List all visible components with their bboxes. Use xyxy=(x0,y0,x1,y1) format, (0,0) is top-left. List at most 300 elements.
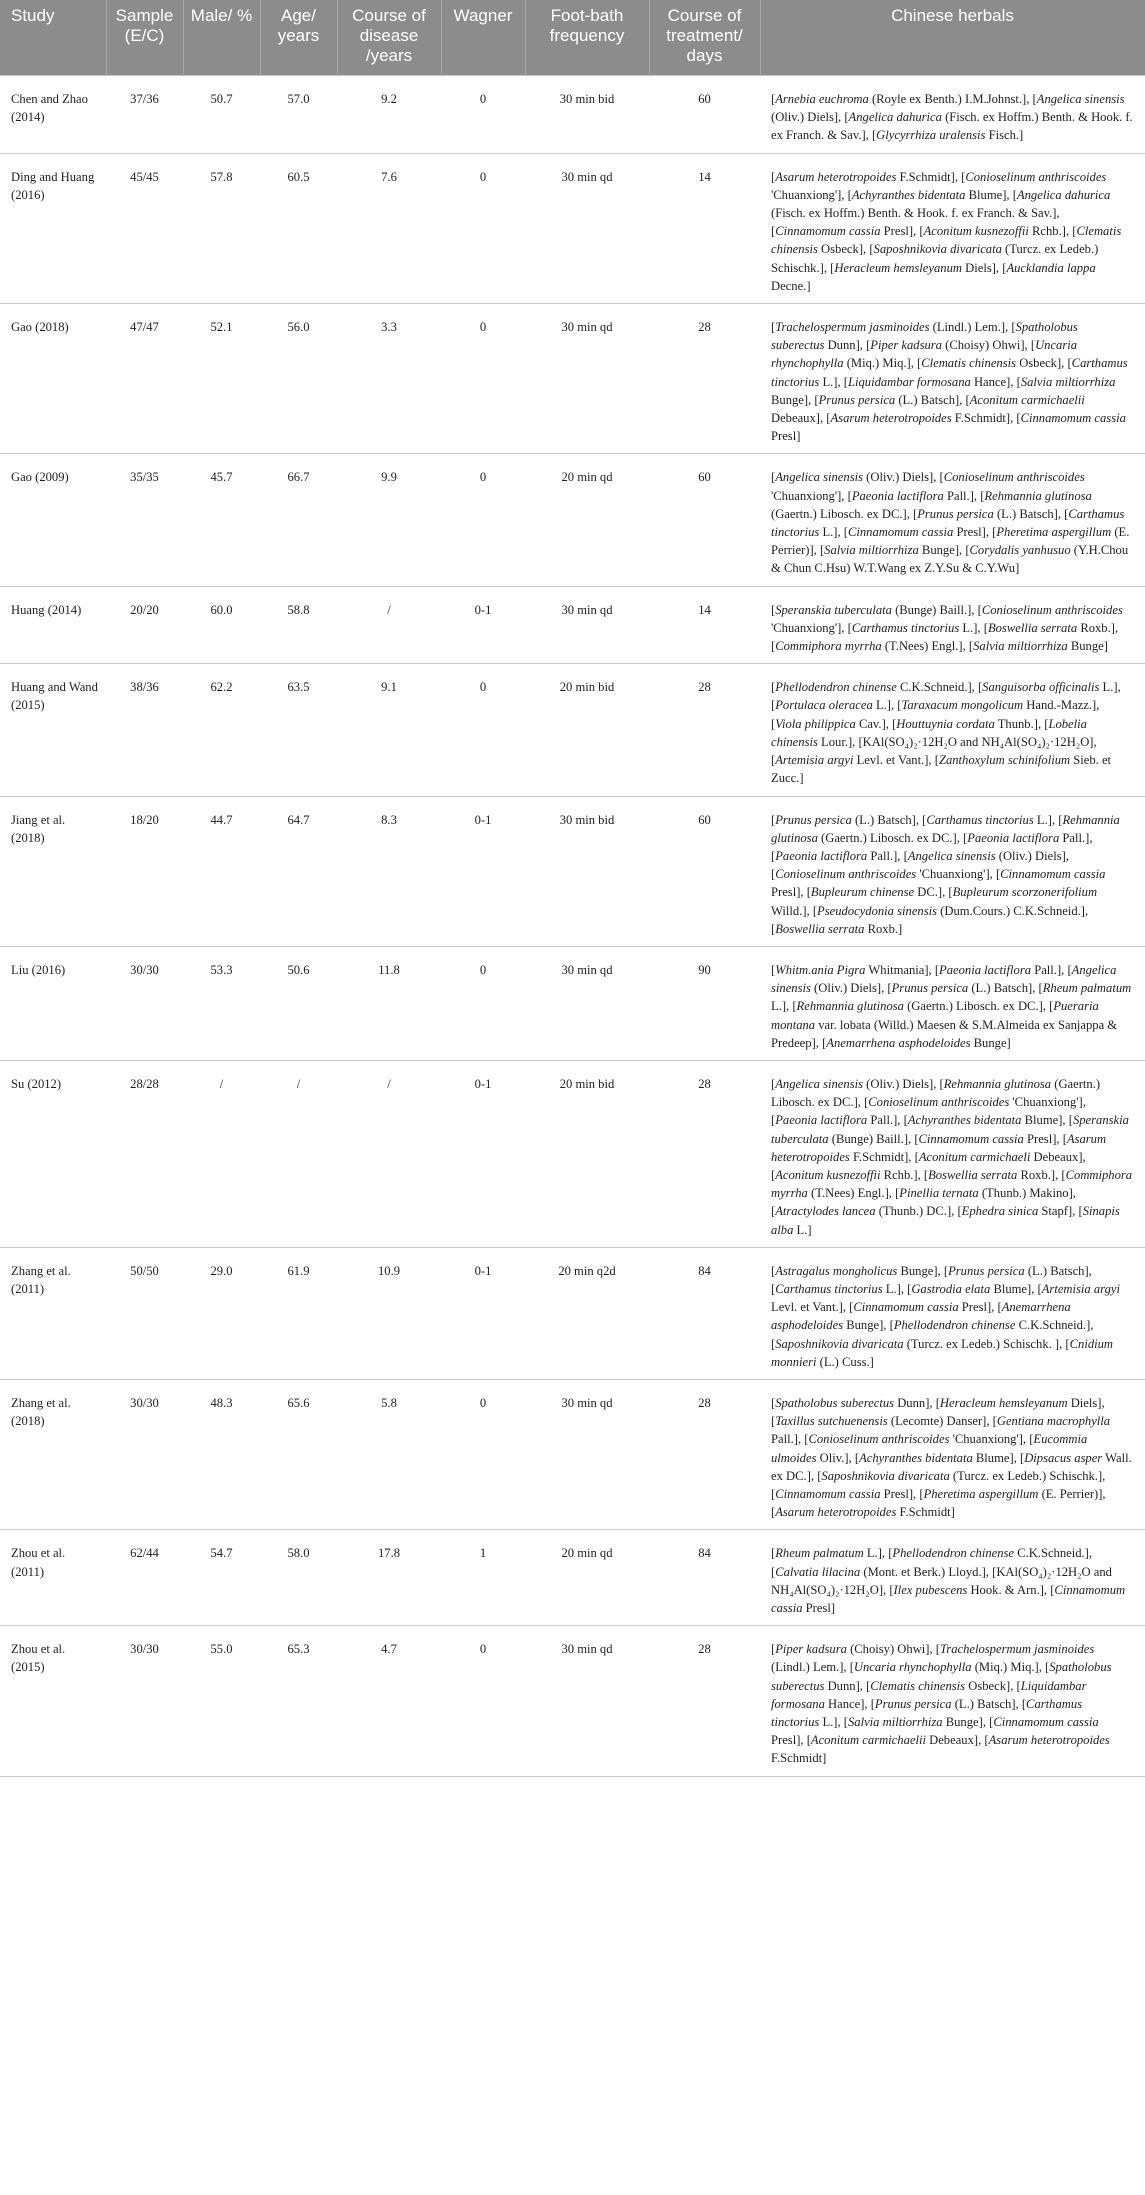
header-sample: Sample (E/C) xyxy=(106,0,183,76)
herb-item: [Aconitum carmichaelii Debeaux], xyxy=(806,1733,985,1748)
herb-scientific-name: Aucklandia lappa xyxy=(1006,260,1096,275)
herb-item: [Achyranthes bidentata Blume], xyxy=(903,1113,1069,1128)
herb-authority: 'Chuanxiong' xyxy=(771,488,838,503)
herb-item: [Uncaria rhynchophylla (Miq.) Miq.], xyxy=(771,338,1078,371)
herb-item: [Anemarrhena asphodeloides Bunge] xyxy=(822,1035,1011,1050)
herb-item: [Rheum palmatum L.], xyxy=(771,1546,889,1561)
cell-age: 57.0 xyxy=(260,76,337,154)
herb-item: [Cinnamomum cassia Presl], xyxy=(849,1300,998,1315)
herb-item: [Pseudocydonia sinensis (Dum.Cours.) C.K.Schneid.], xyxy=(812,903,1089,918)
herb-authority: Fisch. xyxy=(988,128,1020,143)
herb-item: [Aconitum carmichaelii Debeaux], xyxy=(771,392,1085,426)
herb-item: [Angelica sinensis (Oliv.) Diels], xyxy=(903,848,1069,863)
cell-course-of-treatment: 60 xyxy=(649,796,760,946)
cell-sample: 38/36 xyxy=(106,664,183,796)
herb-authority: (E. Perrier) xyxy=(1041,1487,1099,1501)
herb-item: [Carthamus tinctorius L.], xyxy=(847,620,984,635)
herb-item: [Conioselinum anthriscoides 'Chuanxiong'], xyxy=(771,169,1107,202)
herb-authority: L. xyxy=(796,1222,808,1237)
cell-course-of-disease: 9.1 xyxy=(337,664,441,796)
cell-course-of-disease: 17.8 xyxy=(337,1530,441,1626)
header-chinese-herbals: Chinese herbals xyxy=(760,0,1145,76)
herb-scientific-name: Clematis chinensis xyxy=(870,1678,966,1693)
herb-authority: (Y.H.Chou & Chun C.Hsu) W.T.Wang ex Z.Y.Su & C.Y.Wu xyxy=(771,543,1129,576)
herb-scientific-name: Paeonia lactiflora xyxy=(851,488,944,503)
herb-scientific-name: Boswellia serrata xyxy=(987,620,1078,635)
cell-course-of-disease: 5.8 xyxy=(337,1379,441,1529)
cell-foot-bath-frequency: 30 min qd xyxy=(525,153,649,303)
cell-male: 44.7 xyxy=(183,796,260,946)
herb-item: [Conioselinum anthriscoides 'Chuanxiong'], xyxy=(771,602,1123,635)
cell-foot-bath-frequency: 30 min qd xyxy=(525,1379,649,1529)
herb-scientific-name: Trachelospermum jasminoides xyxy=(775,320,930,335)
herb-item: [Saposhnikovia divaricata (Turcz. ex Ledeb.) Schischk. ], xyxy=(771,1336,1066,1351)
herb-authority: (Turcz. ex Ledeb.) Schischk. xyxy=(906,1336,1055,1351)
herb-scientific-name: Aconitum carmichaeli xyxy=(918,1149,1031,1164)
cell-chinese-herbals xyxy=(760,1247,1145,1379)
herb-item: [Phellodendron chinense C.K.Schneid.], xyxy=(771,680,978,695)
herb-item: [Angelica sinensis (Oliv.) Diels], xyxy=(771,1076,940,1091)
herb-authority: Bunge xyxy=(1070,639,1104,654)
herb-item: [Houttuynia cordata Thunb.], xyxy=(892,716,1045,731)
cell-male: 45.7 xyxy=(183,454,260,586)
herb-item: [Pinellia ternata (Thunb.) Makino], xyxy=(895,1186,1076,1201)
herb-scientific-name: Taraxacum mongolicum xyxy=(901,698,1024,713)
herb-item: [Angelica dahurica (Fisch. ex Hoffm.) Benth. & Hook. f. ex Franch. & Sav.], xyxy=(771,187,1111,221)
herb-authority: Blume xyxy=(968,187,1003,202)
cell-foot-bath-frequency: 20 min qd xyxy=(525,1530,649,1626)
cell-course-of-disease: 9.2 xyxy=(337,76,441,154)
herb-scientific-name: Gastrodia elata xyxy=(911,1281,991,1296)
herb-scientific-name: Pinellia ternata xyxy=(899,1186,979,1201)
cell-study: Gao (2009) xyxy=(0,454,106,586)
herb-authority: (Oliv.) Diels xyxy=(866,470,929,485)
cell-foot-bath-frequency: 30 min bid xyxy=(525,76,649,154)
herb-scientific-name: Rheum palmatum xyxy=(1042,981,1132,996)
herb-authority: Osbeck xyxy=(968,1678,1007,1693)
herb-authority: Presl xyxy=(771,429,797,444)
herb-authority: Hance xyxy=(973,374,1007,389)
herb-scientific-name: Phellodendron chinense xyxy=(892,1546,1014,1561)
herb-scientific-name: Angelica sinensis xyxy=(1036,92,1125,106)
cell-wagner: 0-1 xyxy=(441,796,525,946)
herb-item: [Aconitum kusnezoffii Rchb.], xyxy=(919,224,1073,239)
herb-scientific-name: Prunus persica xyxy=(917,506,994,521)
herb-scientific-name: Arnebia euchroma xyxy=(775,92,869,106)
herb-scientific-name: Spatholobus suberectus xyxy=(775,1395,895,1410)
herb-item: [Pheretima aspergillum (E. Perrier)], xyxy=(919,1487,1106,1501)
herb-scientific-name: Piper kadsura xyxy=(870,338,942,353)
herb-item: [Asarum heterotropoides F.Schmidt], xyxy=(826,411,1017,426)
herb-scientific-name: Aconitum carmichaelii xyxy=(969,392,1085,407)
cell-age: 56.0 xyxy=(260,304,337,454)
herb-authority: (Bunge) Baill. xyxy=(831,1131,904,1146)
cell-chinese-herbals xyxy=(760,1530,1145,1626)
herb-item: [Salvia miltiorrhiza Bunge], xyxy=(771,374,1116,407)
cell-chinese-herbals xyxy=(760,946,1145,1060)
cell-chinese-herbals xyxy=(760,796,1145,946)
herb-item: [Phellodendron chinense C.K.Schneid.], xyxy=(888,1546,1093,1561)
herb-item: [Clematis chinensis Osbeck], xyxy=(917,356,1068,371)
herb-scientific-name: Aconitum carmichaelii xyxy=(810,1733,926,1748)
herb-authority: (Turcz. ex Ledeb.) Schischk. xyxy=(952,1468,1098,1483)
herb-item: [Speranskia tuberculata (Bunge) Baill.], xyxy=(771,1113,1129,1146)
table-row xyxy=(0,796,1145,946)
herb-scientific-name: Rehmannia glutinosa xyxy=(943,1076,1052,1091)
cell-wagner: 0 xyxy=(441,1379,525,1529)
herb-item: [Trachelospermum jasminoides (Lindl.) Lem.], xyxy=(771,1642,1095,1675)
header-wagner: Wagner xyxy=(441,0,525,76)
herb-authority: Presl xyxy=(883,224,909,239)
herb-scientific-name: Carthamus tinctorius xyxy=(926,812,1034,827)
herb-scientific-name: Cnidium monnieri xyxy=(771,1336,1114,1369)
herb-authority: (Thunb.) Makino xyxy=(981,1186,1069,1201)
herb-item: [Angelica sinensis (Oliv.) Diels], xyxy=(771,470,940,485)
cell-male: / xyxy=(183,1060,260,1247)
herb-authority: Hance xyxy=(828,1696,861,1711)
cell-course-of-treatment: 60 xyxy=(649,76,760,154)
herb-item: [Prunus persica (L.) Batsch], xyxy=(771,812,923,827)
herb-item: [Clematis chinensis Osbeck], xyxy=(866,1678,1017,1693)
header-row xyxy=(0,0,1145,76)
herb-scientific-name: Pheretima aspergillum xyxy=(923,1487,1039,1501)
herb-authority: (Lindl.) Lem. xyxy=(932,320,1001,335)
herb-scientific-name: Paeonia lactiflora xyxy=(939,962,1032,977)
table-row xyxy=(0,586,1145,664)
herb-item: [Prunus persica (L.) Batsch], xyxy=(913,506,1065,521)
cell-sample: 30/30 xyxy=(106,946,183,1060)
herb-scientific-name: Asarum heterotropoides xyxy=(771,1131,1107,1164)
herb-authority: L. xyxy=(1102,680,1114,695)
herb-scientific-name: Clematis chinensis xyxy=(771,224,1122,257)
cell-course-of-treatment: 28 xyxy=(649,304,760,454)
herb-scientific-name: Gentiana macrophylla xyxy=(996,1414,1111,1429)
herb-item: [Carthamus tinctorius L.], xyxy=(922,812,1059,827)
herb-item: [Commiphora myrrha (T.Nees) Engl.], xyxy=(771,639,969,654)
herb-scientific-name: Cinnamomum cassia xyxy=(918,1131,1024,1146)
herb-authority: (L.) Batsch xyxy=(996,506,1054,521)
herb-item: [Paeonia lactiflora Pall.], xyxy=(847,488,981,503)
herb-scientific-name: Paeonia lactiflora xyxy=(967,830,1060,845)
herb-item: [Cinnamomum cassia Presl], xyxy=(771,1487,920,1501)
herb-authority: Diels xyxy=(1070,1395,1098,1410)
herb-authority: C.K.Schneid. xyxy=(1017,1546,1085,1561)
herb-authority: L. xyxy=(822,525,834,540)
herb-item: [Lobelia chinensis Lour.], xyxy=(771,716,1087,749)
herb-item: [Sinapis alba L.] xyxy=(771,1204,1120,1237)
herb-authority: Levl. et Vant. xyxy=(771,1300,839,1315)
herb-authority: Pall. xyxy=(870,848,894,863)
cell-male: 29.0 xyxy=(183,1247,260,1379)
cell-sample: 37/36 xyxy=(106,76,183,154)
herb-item: [Prunus persica (L.) Batsch], xyxy=(943,1263,1092,1278)
herb-item: [Gentiana macrophylla Pall.], xyxy=(771,1414,1111,1447)
herb-authority: 'Chuanxiong' xyxy=(919,867,986,882)
cell-wagner: 0 xyxy=(441,664,525,796)
herb-item: [Viola philippica Cav.], xyxy=(771,716,893,731)
herb-authority: Pall. xyxy=(946,488,970,503)
herb-authority: Dunn xyxy=(897,1395,926,1410)
herb-scientific-name: Carthamus tinctorius xyxy=(771,1696,1083,1730)
herb-scientific-name: Rehmannia glutinosa xyxy=(984,488,1092,503)
herb-item: [Trachelospermum jasminoides (Lindl.) Lem.], xyxy=(771,320,1012,335)
table-row xyxy=(0,1530,1145,1626)
herb-scientific-name: Salvia miltiorrhiza xyxy=(1020,374,1116,389)
herb-authority: Debeaux xyxy=(771,411,816,426)
herb-item: [Glycyrrhiza uralensis Fisch.] xyxy=(871,128,1024,143)
herb-authority: Osbeck xyxy=(1019,356,1057,371)
herb-item: [KAl(SO₄)₂·12H₂O and NH₄Al(SO₄)₂·12H₂O], xyxy=(858,734,1097,749)
herb-authority: L. xyxy=(866,1546,878,1561)
cell-male: 60.0 xyxy=(183,586,260,664)
herb-item: [Salvia miltiorrhiza Bunge] xyxy=(968,639,1108,654)
herb-item: [Asarum heterotropoides F.Schmidt], xyxy=(771,1131,1107,1164)
herb-authority: Pall. xyxy=(870,1113,894,1128)
herb-item: [Conioselinum anthriscoides 'Chuanxiong'], xyxy=(771,867,996,882)
herb-item: [Rehmannia glutinosa (Gaertn.) Libosch. ex DC.], xyxy=(771,812,1120,845)
herb-item: [Atractylodes lancea (Thunb.) DC.], xyxy=(771,1204,958,1219)
herb-authority: Presl xyxy=(883,1487,909,1501)
cell-chinese-herbals xyxy=(760,76,1145,154)
herb-scientific-name: Pheretima aspergillum xyxy=(996,525,1112,540)
herb-scientific-name: Commiphora myrrha xyxy=(775,639,882,654)
herb-scientific-name: Angelica dahurica xyxy=(848,110,942,125)
herb-item: [Astragalus mongholicus Bunge], xyxy=(771,1263,944,1278)
herb-authority: L. xyxy=(875,698,887,713)
table-row xyxy=(0,76,1145,154)
herb-scientific-name: Phellodendron chinense xyxy=(893,1318,1016,1333)
table-row xyxy=(0,153,1145,303)
herb-item: [Clematis chinensis Osbeck], xyxy=(771,224,1122,257)
herb-authority: Pall. xyxy=(1034,962,1057,977)
herb-item: [Rehmannia glutinosa (Gaertn.) Libosch. ex DC.], xyxy=(771,1076,1101,1110)
herb-authority: (Dum.Cours.) C.K.Schneid. xyxy=(940,903,1081,918)
herb-scientific-name: Cinnamomum cassia xyxy=(993,1715,1099,1730)
herb-authority: (L.) Cuss. xyxy=(819,1354,870,1369)
herb-scientific-name: Anemarrhena asphodeloides xyxy=(826,1035,971,1050)
herb-authority: (L.) Batsch xyxy=(954,1696,1012,1711)
herb-authority: (Gaertn.) Libosch. ex DC. xyxy=(821,830,953,845)
herb-scientific-name: Angelica sinensis xyxy=(771,962,1117,996)
herb-item: [Angelica dahurica (Fisch. ex Hoffm.) Benth. & Hook. f. ex Franch. & Sav.], xyxy=(771,110,1133,143)
herb-authority: Bunge xyxy=(771,392,804,407)
cell-study: Ding and Huang (2016) xyxy=(0,153,106,303)
herb-scientific-name: Taxillus sutchuenensis xyxy=(775,1414,888,1429)
herb-authority: (T.Nees) Engl. xyxy=(884,639,959,654)
herb-authority: (Fisch. ex Hoffm.) Benth. & Hook. f. ex Franch. & Sav. xyxy=(771,206,1053,221)
herb-authority: Pall. xyxy=(771,1432,794,1447)
herb-authority: Thunb. xyxy=(997,716,1034,731)
herb-scientific-name: Asarum heterotropoides xyxy=(988,1733,1110,1748)
cell-foot-bath-frequency: 30 min qd xyxy=(525,1626,649,1776)
herb-item: [Angelica sinensis (Oliv.) Diels], xyxy=(771,92,1125,125)
herb-item: [Prunus persica (L.) Batsch], xyxy=(870,1696,1022,1711)
herb-scientific-name: Achyranthes bidentata xyxy=(907,1113,1022,1128)
herb-authority: (Miq.) Miq. xyxy=(846,356,907,371)
cell-sample: 50/50 xyxy=(106,1247,183,1379)
cell-chinese-herbals xyxy=(760,664,1145,796)
herb-scientific-name: Conioselinum anthriscoides xyxy=(943,470,1085,485)
herb-item: [Cnidium monnieri (L.) Cuss.] xyxy=(771,1336,1114,1369)
cell-study: Jiang et al. (2018) xyxy=(0,796,106,946)
herb-scientific-name: Pueraria montana xyxy=(771,999,1099,1032)
herb-scientific-name: Asarum heterotropoides xyxy=(775,1505,897,1520)
cell-sample: 35/35 xyxy=(106,454,183,586)
herb-authority: Wall. ex DC. xyxy=(771,1450,1132,1483)
cell-male: 55.0 xyxy=(183,1626,260,1776)
cell-wagner: 0-1 xyxy=(441,586,525,664)
herb-item: [Cinnamomum cassia Presl], xyxy=(771,1715,1099,1748)
herb-authority: Cav. xyxy=(858,716,882,731)
herb-scientific-name: Zanthoxylum schinifolium xyxy=(938,753,1071,768)
herb-authority: F.Schmidt xyxy=(899,1505,951,1520)
herb-item: [Taraxacum mongolicum Hand.-Mazz.], xyxy=(897,698,1100,713)
herb-item: [Aconitum kusnezoffii Rchb.], xyxy=(771,1167,924,1182)
cell-course-of-treatment: 28 xyxy=(649,1060,760,1247)
cell-age: 66.7 xyxy=(260,454,337,586)
herb-authority: L. xyxy=(771,999,782,1014)
cell-course-of-disease: / xyxy=(337,586,441,664)
herb-authority: Whitmania xyxy=(868,962,925,977)
herb-item: [Angelica sinensis (Oliv.) Diels], xyxy=(771,962,1117,996)
herb-authority: F.Schmidt xyxy=(771,1751,823,1766)
herb-authority: Roxb. xyxy=(1080,620,1111,635)
herb-item: [Asarum heterotropoides F.Schmidt], xyxy=(771,169,962,184)
cell-age: / xyxy=(260,1060,337,1247)
herb-scientific-name: Ephedra sinica xyxy=(961,1204,1039,1219)
herb-scientific-name: Spatholobus suberectus xyxy=(771,320,1078,353)
herb-item: [Dipsacus asper Wall. ex DC.], xyxy=(771,1450,1132,1483)
herb-item: [KAl(SO₄)₂·12H₂O and NH₄Al(SO₄)₂·12H₂O], xyxy=(771,1564,1112,1597)
cell-sample: 30/30 xyxy=(106,1379,183,1529)
herb-scientific-name: Glycyrrhiza uralensis xyxy=(876,128,986,143)
herb-scientific-name: Dipsacus asper xyxy=(1024,1450,1103,1465)
herb-item: [Heracleum hemsleyanum Diels], xyxy=(830,260,1003,275)
herb-scientific-name: Cinnamomum cassia xyxy=(847,525,954,540)
cell-course-of-treatment: 14 xyxy=(649,586,760,664)
herb-scientific-name: Conioselinum anthriscoides xyxy=(981,602,1123,617)
herb-scientific-name: Liquidambar formosana xyxy=(771,1678,1087,1711)
header-course-of-disease: Course of disease /years xyxy=(337,0,441,76)
herb-scientific-name: Whitm.ania Pigra xyxy=(775,962,866,977)
cell-wagner: 0-1 xyxy=(441,1060,525,1247)
herb-item: [Speranskia tuberculata (Bunge) Baill.], xyxy=(771,602,978,617)
herb-item: [Saposhnikovia divaricata (Turcz. ex Ledeb.) Schischk.], xyxy=(817,1468,1106,1483)
cell-foot-bath-frequency: 20 min bid xyxy=(525,664,649,796)
herb-item: [Corydalis yanhusuo (Y.H.Chou & Chun C.Hsu) W.T.Wang ex Z.Y.Su & C.Y.Wu] xyxy=(771,543,1129,576)
herb-authority: Presl xyxy=(805,1601,831,1616)
table-row xyxy=(0,1060,1145,1247)
herb-scientific-name: Houttuynia cordata xyxy=(896,716,995,731)
herb-authority: L. xyxy=(822,374,834,389)
cell-foot-bath-frequency: 30 min qd xyxy=(525,304,649,454)
cell-foot-bath-frequency: 30 min qd xyxy=(525,946,649,1060)
herb-item: [Bupleurum scorzonerifolium Willd.], xyxy=(771,885,1098,918)
herb-authority: Blume xyxy=(1024,1113,1059,1128)
herb-scientific-name: Saposhnikovia divaricata xyxy=(775,1336,904,1351)
cell-age: 63.5 xyxy=(260,664,337,796)
herb-item: [Commiphora myrrha (T.Nees) Engl.], xyxy=(771,1167,1133,1201)
herb-authority: L. xyxy=(822,1715,834,1730)
herb-authority: (Mont. et Berk.) Lloyd. xyxy=(863,1564,982,1579)
herb-scientific-name: Calvatia lilacina xyxy=(775,1564,861,1579)
cell-wagner: 0 xyxy=(441,304,525,454)
herb-item: [Spatholobus suberectus Dunn], xyxy=(771,320,1078,353)
herb-scientific-name: Bupleurum scorzonerifolium xyxy=(952,885,1098,900)
cell-foot-bath-frequency: 20 min qd xyxy=(525,454,649,586)
cell-wagner: 0 xyxy=(441,76,525,154)
herb-item: [Prunus persica (L.) Batsch], xyxy=(887,981,1039,996)
herb-item: [Whitm.ania Pigra Whitmania], xyxy=(771,962,935,977)
herb-item: [Paeonia lactiflora Pall.], xyxy=(771,848,904,863)
herb-scientific-name: Achyranthes bidentata xyxy=(851,187,966,202)
cell-study: Su (2012) xyxy=(0,1060,106,1247)
herb-scientific-name: Sanguisorba officinalis xyxy=(982,680,1100,695)
cell-age: 58.0 xyxy=(260,1530,337,1626)
herb-scientific-name: Corydalis yanhusuo xyxy=(969,543,1071,558)
table-row xyxy=(0,1247,1145,1379)
cell-course-of-disease: / xyxy=(337,1060,441,1247)
cell-sample: 30/30 xyxy=(106,1626,183,1776)
cell-sample: 20/20 xyxy=(106,586,183,664)
herb-authority: (Royle ex Benth.) I.M.Johnst. xyxy=(871,92,1023,106)
herb-scientific-name: Carthamus tinctorius xyxy=(775,1281,883,1296)
herb-scientific-name: Liquidambar formosana xyxy=(847,374,971,389)
herb-item: [Zanthoxylum schinifolium Sieb. et Zucc.] xyxy=(771,753,1112,786)
herb-authority: Stapf xyxy=(1041,1204,1069,1219)
cell-study: Zhang et al. (2011) xyxy=(0,1247,106,1379)
herb-authority: Bunge xyxy=(973,1035,1007,1050)
herb-scientific-name: Anemarrhena asphodeloides xyxy=(771,1300,1071,1333)
herb-scientific-name: Saposhnikovia divaricata xyxy=(873,242,1002,257)
herb-authority: Bunge xyxy=(945,1715,979,1730)
cell-course-of-disease: 10.9 xyxy=(337,1247,441,1379)
herb-authority: Hand.-Mazz. xyxy=(1026,698,1093,713)
herb-scientific-name: Commiphora myrrha xyxy=(771,1167,1133,1201)
herb-scientific-name: Achyranthes bidentata xyxy=(859,1450,973,1465)
herb-scientific-name: Uncaria rhynchophylla xyxy=(853,1660,972,1675)
herb-item: [Pueraria montana var. lobata (Willd.) Maesen & S.M.Almeida ex Sanjappa & Predeep], xyxy=(771,999,1118,1050)
herb-authority: Debeaux xyxy=(929,1733,974,1748)
herb-item: [Asarum heterotropoides F.Schmidt] xyxy=(771,1733,1110,1766)
herb-item: [Portulaca oleracea L.], xyxy=(771,698,898,713)
herb-scientific-name: Prunus persica xyxy=(818,392,896,407)
herb-scientific-name: Rehmannia glutinosa xyxy=(771,812,1120,845)
herb-item: [Conioselinum anthriscoides 'Chuanxiong'], xyxy=(864,1095,1086,1110)
cell-study: Gao (2018) xyxy=(0,304,106,454)
herb-item: [Phellodendron chinense C.K.Schneid.], xyxy=(889,1318,1094,1333)
cell-wagner: 0 xyxy=(441,946,525,1060)
cell-male: 52.1 xyxy=(183,304,260,454)
cell-study: Zhang et al. (2018) xyxy=(0,1379,106,1529)
herb-scientific-name: Artemisia argyi xyxy=(775,753,854,768)
cell-course-of-disease: 7.6 xyxy=(337,153,441,303)
herb-scientific-name: Speranskia tuberculata xyxy=(775,602,892,617)
cell-course-of-disease: 11.8 xyxy=(337,946,441,1060)
herb-item: [Aconitum carmichaeli Debeaux], xyxy=(914,1149,1086,1164)
herb-authority: L. xyxy=(1036,812,1048,827)
herb-item: [Liquidambar formosana Hance], xyxy=(771,1678,1087,1711)
cell-wagner: 0 xyxy=(441,454,525,586)
herb-scientific-name: Conioselinum anthriscoides xyxy=(808,1432,950,1447)
cell-wagner: 0 xyxy=(441,1626,525,1776)
herb-authority: (Gaertn.) Libosch. ex DC. xyxy=(771,1076,1101,1110)
herb-authority: Presl xyxy=(1027,1131,1053,1146)
cell-age: 64.7 xyxy=(260,796,337,946)
cell-course-of-disease: 4.7 xyxy=(337,1626,441,1776)
herb-item: [Uncaria rhynchophylla (Miq.) Miq.], xyxy=(849,1660,1046,1675)
herb-item: [Sanguisorba officinalis L.], xyxy=(977,680,1121,695)
